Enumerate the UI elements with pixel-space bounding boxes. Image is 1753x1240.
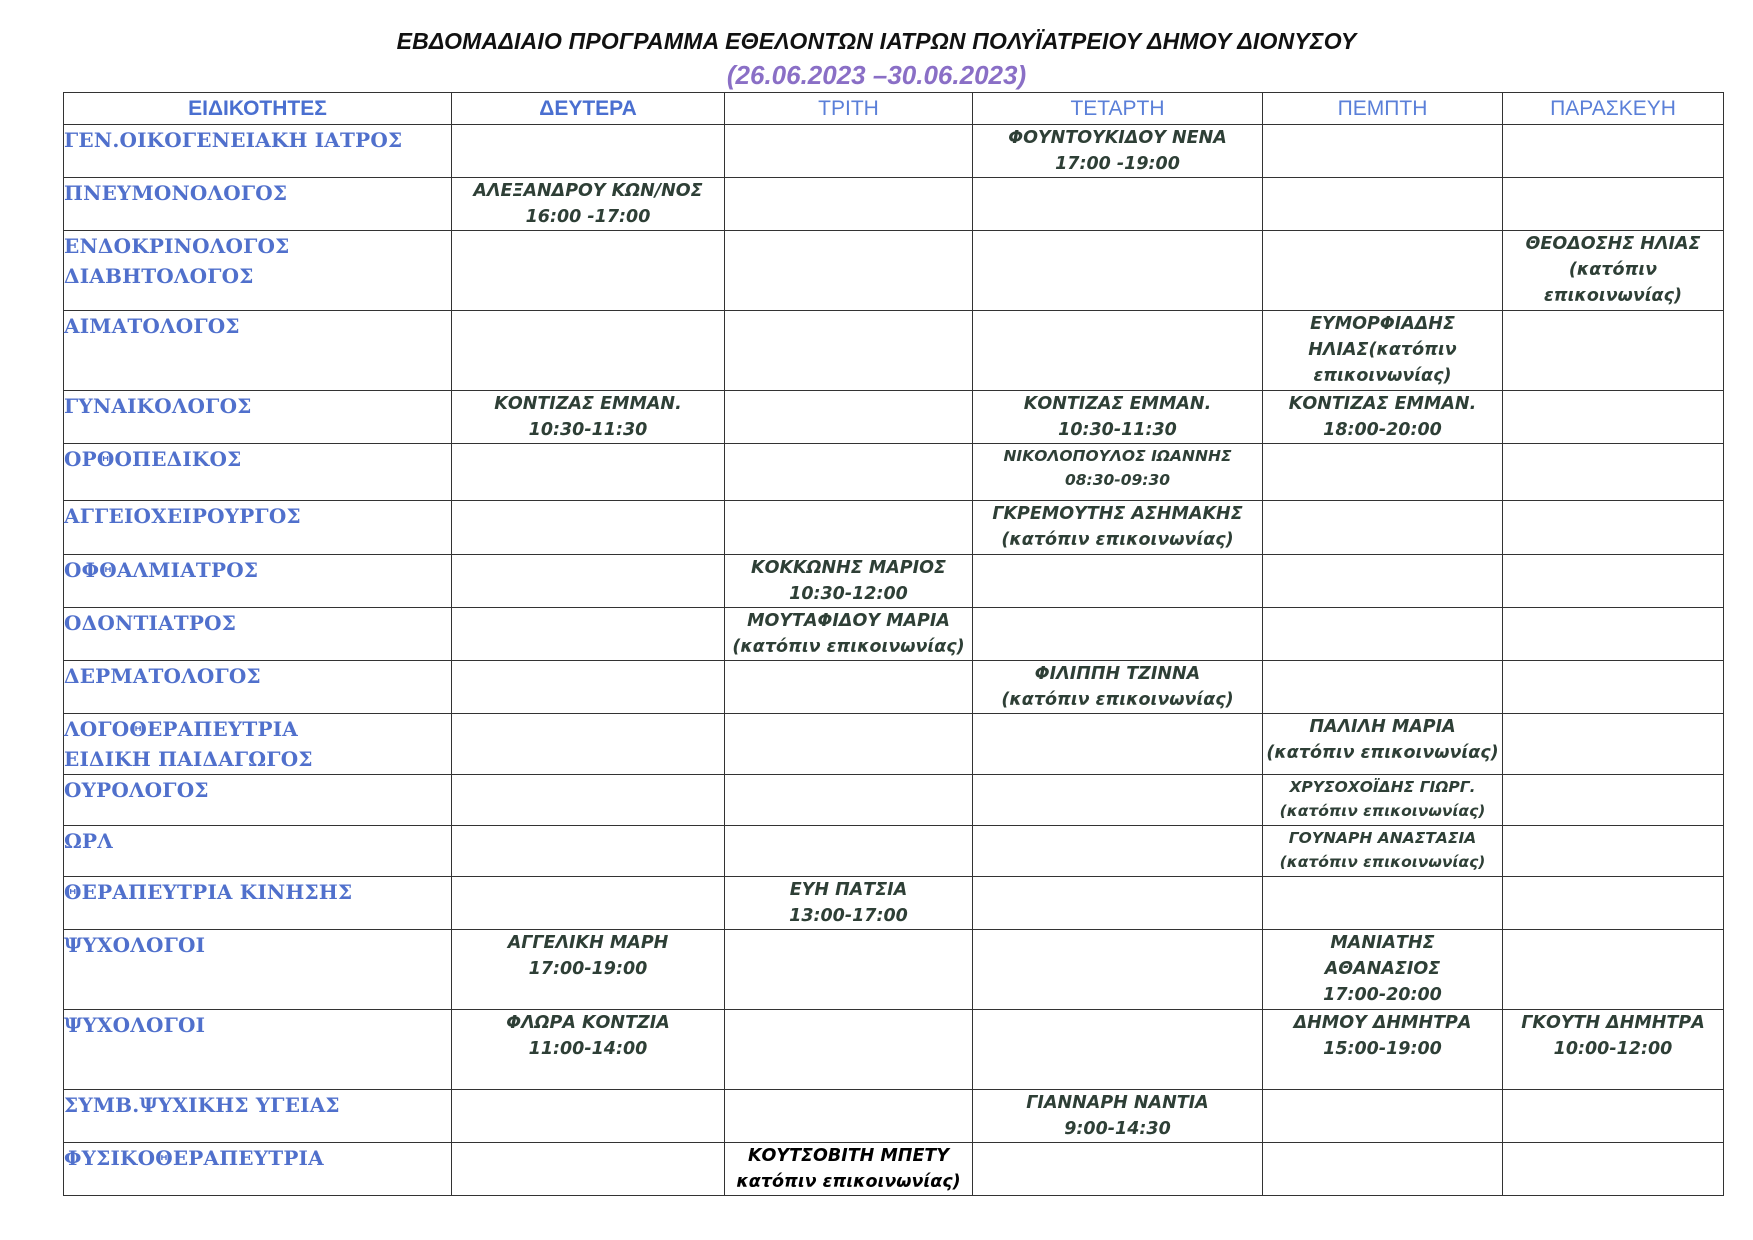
schedule-table bbox=[63, 92, 1724, 1196]
schedule-cell bbox=[1263, 608, 1503, 661]
schedule-cell bbox=[1263, 125, 1503, 178]
schedule-cell: ΜΑΝΙΑΤΗΣ ΑΘΑΝΑΣΙΟΣ 17:00-20:00 bbox=[1263, 930, 1503, 1010]
schedule-cell bbox=[973, 231, 1263, 311]
table-row bbox=[64, 231, 1724, 311]
schedule-cell bbox=[1263, 555, 1503, 608]
schedule-cell bbox=[1263, 444, 1503, 501]
schedule-cell bbox=[1503, 501, 1724, 555]
header-row bbox=[64, 93, 1724, 125]
schedule-cell bbox=[452, 826, 725, 877]
schedule-cell bbox=[1263, 231, 1503, 311]
schedule-cell bbox=[452, 877, 725, 930]
specialty-cell: ΟΡΘΟΠΕΔΙΚΟΣ bbox=[64, 444, 452, 501]
table-row bbox=[64, 125, 1724, 178]
schedule-cell: ΚΟΝΤΙΖΑΣ ΕΜΜΑΝ. 10:30-11:30 bbox=[973, 391, 1263, 444]
schedule-cell bbox=[1263, 877, 1503, 930]
schedule-cell bbox=[1503, 775, 1724, 826]
schedule-cell: ΑΓΓΕΛΙΚΗ ΜΑΡΗ 17:00-19:00 bbox=[452, 930, 725, 1010]
schedule-cell: ΦΙΛΙΠΠΗ ΤΖΙΝΝΑ (κατόπιν επικοινωνίας) bbox=[973, 661, 1263, 714]
specialty-cell: ΟΔΟΝΤΙΑΤΡΟΣ bbox=[64, 608, 452, 661]
schedule-cell bbox=[1503, 661, 1724, 714]
schedule-cell bbox=[1503, 877, 1724, 930]
schedule-cell bbox=[973, 930, 1263, 1010]
schedule-cell bbox=[725, 775, 973, 826]
schedule-cell: ΦΟΥΝΤΟΥΚΙΔΟΥ ΝΕΝΑ 17:00 -19:00 bbox=[973, 125, 1263, 178]
schedule-cell bbox=[452, 555, 725, 608]
specialty-cell: ΨΥΧΟΛΟΓΟΙ bbox=[64, 1010, 452, 1090]
schedule-cell bbox=[452, 311, 725, 391]
specialty-cell: ΓΥΝΑΙΚΟΛΟΓΟΣ bbox=[64, 391, 452, 444]
schedule-cell bbox=[725, 125, 973, 178]
schedule-cell bbox=[725, 231, 973, 311]
specialty-cell: ΨΥΧΟΛΟΓΟΙ bbox=[64, 930, 452, 1010]
schedule-cell bbox=[452, 661, 725, 714]
schedule-cell bbox=[973, 1143, 1263, 1196]
schedule-cell bbox=[1263, 1143, 1503, 1196]
schedule-cell bbox=[1503, 178, 1724, 231]
page-title: ΕΒΔΟΜΑΔΙΑΙΟ ΠΡΟΓΡΑΜΜΑ ΕΘΕΛΟΝΤΩΝ ΙΑΤΡΩΝ ΠΟΛΥΪΑΤΡΕΙΟΥ ΔΗΜΟΥ ΔΙΟΝΥΣΟΥ bbox=[396, 28, 1357, 54]
schedule-cell bbox=[452, 1090, 725, 1143]
schedule-cell: ΕΥΜΟΡΦΙΑΔΗΣ ΗΛΙΑΣ(κατόπιν επικοινωνίας) bbox=[1263, 311, 1503, 391]
schedule-cell bbox=[725, 661, 973, 714]
specialty-cell: ΘΕΡΑΠΕΥΤΡΙΑ ΚΙΝΗΣΗΣ bbox=[64, 877, 452, 930]
schedule-cell bbox=[725, 501, 973, 555]
specialty-cell: ΟΦΘΑΛΜΙΑΤΡΟΣ bbox=[64, 555, 452, 608]
specialty-cell: ΑΙΜΑΤΟΛΟΓΟΣ bbox=[64, 311, 452, 391]
schedule-cell bbox=[725, 1010, 973, 1090]
schedule-cell bbox=[973, 775, 1263, 826]
specialty-cell: ΑΓΓΕΙΟΧΕΙΡΟΥΡΓΟΣ bbox=[64, 501, 452, 555]
schedule-cell bbox=[1263, 501, 1503, 555]
schedule-cell bbox=[1503, 826, 1724, 877]
table-row bbox=[64, 661, 1724, 714]
schedule-cell bbox=[725, 311, 973, 391]
schedule-cell: ΚΟΝΤΙΖΑΣ ΕΜΜΑΝ. 18:00-20:00 bbox=[1263, 391, 1503, 444]
specialty-cell: ΓΕΝ.ΟΙΚΟΓΕΝΕΙΑΚΗ ΙΑΤΡΟΣ bbox=[64, 125, 452, 178]
schedule-cell bbox=[452, 125, 725, 178]
schedule-cell bbox=[1503, 1090, 1724, 1143]
table-row bbox=[64, 444, 1724, 501]
table-row bbox=[64, 391, 1724, 444]
schedule-cell bbox=[725, 178, 973, 231]
schedule-cell bbox=[973, 608, 1263, 661]
schedule-cell bbox=[1503, 714, 1724, 775]
schedule-cell: ΓΚΟΥΤΗ ΔΗΜΗΤΡΑ 10:00-12:00 bbox=[1503, 1010, 1724, 1090]
schedule-cell bbox=[725, 826, 973, 877]
header-tuesday: ΤΡΙΤΗ bbox=[725, 93, 973, 125]
specialty-cell: ΦΥΣΙΚΟΘΕΡΑΠΕΥΤΡΙΑ bbox=[64, 1143, 452, 1196]
schedule-cell bbox=[725, 930, 973, 1010]
schedule-cell bbox=[973, 1010, 1263, 1090]
schedule-cell: ΓΟΥΝΑΡΗ ΑΝΑΣΤΑΣΙΑ (κατόπιν επικοινωνίας) bbox=[1263, 826, 1503, 877]
schedule-cell bbox=[1503, 930, 1724, 1010]
specialty-cell: ΟΥΡΟΛΟΓΟΣ bbox=[64, 775, 452, 826]
table-row bbox=[64, 311, 1724, 391]
specialty-cell: ΕΝΔΟΚΡΙΝΟΛΟΓΟΣ ΔΙΑΒΗΤΟΛΟΓΟΣ bbox=[64, 231, 452, 311]
schedule-cell: ΚΟΥΤΣΟΒΙΤΗ ΜΠΕΤΥ κατόπιν επικοινωνίας) bbox=[725, 1143, 973, 1196]
schedule-cell bbox=[1503, 1143, 1724, 1196]
schedule-cell: ΝΙΚΟΛΟΠΟΥΛΟΣ ΙΩΑΝΝΗΣ 08:30-09:30 bbox=[973, 444, 1263, 501]
specialty-cell: ΛΟΓΟΘΕΡΑΠΕΥΤΡΙΑ ΕΙΔΙΚΗ ΠΑΙΔΑΓΩΓΟΣ bbox=[64, 714, 452, 775]
table-row bbox=[64, 501, 1724, 555]
specialty-cell: ΠΝΕΥΜΟΝΟΛΟΓΟΣ bbox=[64, 178, 452, 231]
specialty-cell: ΣΥΜΒ.ΨΥΧΙΚΗΣ ΥΓΕΙΑΣ bbox=[64, 1090, 452, 1143]
schedule-cell bbox=[725, 391, 973, 444]
schedule-cell bbox=[973, 877, 1263, 930]
schedule-cell: ΓΚΡΕΜΟΥΤΗΣ ΑΣΗΜΑΚΗΣ (κατόπιν επικοινωνίας) bbox=[973, 501, 1263, 555]
table-row bbox=[64, 178, 1724, 231]
schedule-cell bbox=[1263, 178, 1503, 231]
schedule-cell: ΚΟΚΚΩΝΗΣ ΜΑΡΙΟΣ 10:30-12:00 bbox=[725, 555, 973, 608]
schedule-cell bbox=[725, 714, 973, 775]
schedule-cell bbox=[1503, 311, 1724, 391]
schedule-cell bbox=[973, 555, 1263, 608]
table-row bbox=[64, 877, 1724, 930]
schedule-cell bbox=[452, 231, 725, 311]
header-wednesday: ΤΕΤΑΡΤΗ bbox=[973, 93, 1263, 125]
schedule-cell bbox=[1503, 608, 1724, 661]
specialty-cell: ΩΡΛ bbox=[64, 826, 452, 877]
schedule-cell bbox=[1263, 661, 1503, 714]
schedule-cell bbox=[725, 1090, 973, 1143]
schedule-cell bbox=[452, 501, 725, 555]
table-row bbox=[64, 930, 1724, 1010]
schedule-cell: ΘΕΟΔΟΣΗΣ ΗΛΙΑΣ (κατόπιν επικοινωνίας) bbox=[1503, 231, 1724, 311]
table-row bbox=[64, 775, 1724, 826]
schedule-cell bbox=[452, 608, 725, 661]
header-friday: ΠΑΡΑΣΚΕΥΗ bbox=[1503, 93, 1724, 125]
schedule-cell: ΔΗΜΟΥ ΔΗΜΗΤΡΑ 15:00-19:00 bbox=[1263, 1010, 1503, 1090]
schedule-cell bbox=[973, 714, 1263, 775]
schedule-cell bbox=[1503, 555, 1724, 608]
specialty-cell: ΔΕΡΜΑΤΟΛΟΓΟΣ bbox=[64, 661, 452, 714]
schedule-cell: ΕΥΗ ΠΑΤΣΙΑ 13:00-17:00 bbox=[725, 877, 973, 930]
schedule-cell bbox=[1503, 125, 1724, 178]
schedule-cell bbox=[452, 714, 725, 775]
header-specialties: ΕΙΔΙΚΟΤΗΤΕΣ bbox=[64, 93, 452, 125]
schedule-cell bbox=[1503, 444, 1724, 501]
schedule-cell: ΦΛΩΡΑ ΚΟΝΤΖΙΑ 11:00-14:00 bbox=[452, 1010, 725, 1090]
schedule-cell bbox=[452, 444, 725, 501]
schedule-cell bbox=[973, 311, 1263, 391]
table-row bbox=[64, 608, 1724, 661]
table-row bbox=[64, 1090, 1724, 1143]
table-row bbox=[64, 1143, 1724, 1196]
table-row bbox=[64, 1010, 1724, 1090]
schedule-cell bbox=[973, 826, 1263, 877]
schedule-cell bbox=[973, 178, 1263, 231]
schedule-cell bbox=[452, 1143, 725, 1196]
schedule-cell: ΜΟΥΤΑΦΙΔΟΥ ΜΑΡΙΑ (κατόπιν επικοινωνίας) bbox=[725, 608, 973, 661]
schedule-cell: ΠΑΛΙΛΗ ΜΑΡΙΑ (κατόπιν επικοινωνίας) bbox=[1263, 714, 1503, 775]
table-row bbox=[64, 714, 1724, 775]
schedule-cell bbox=[1503, 391, 1724, 444]
schedule-cell bbox=[1263, 1090, 1503, 1143]
table-row bbox=[64, 555, 1724, 608]
date-range: (26.06.2023 –30.06.2023) bbox=[726, 60, 1027, 90]
schedule-cell: ΓΙΑΝΝΑΡΗ ΝΑΝΤΙΑ 9:00-14:30 bbox=[973, 1090, 1263, 1143]
schedule-cell: ΑΛΕΞΑΝΔΡΟΥ ΚΩΝ/ΝΟΣ 16:00 -17:00 bbox=[452, 178, 725, 231]
header-thursday: ΠΕΜΠΤΗ bbox=[1263, 93, 1503, 125]
schedule-cell: ΚΟΝΤΙΖΑΣ ΕΜΜΑΝ. 10:30-11:30 bbox=[452, 391, 725, 444]
schedule-cell: ΧΡΥΣΟΧΟΪΔΗΣ ΓΙΩΡΓ. (κατόπιν επικοινωνίας) bbox=[1263, 775, 1503, 826]
header-monday: ΔΕΥΤΕΡΑ bbox=[452, 93, 725, 125]
schedule-cell bbox=[725, 444, 973, 501]
schedule-cell bbox=[452, 775, 725, 826]
table-row bbox=[64, 826, 1724, 877]
